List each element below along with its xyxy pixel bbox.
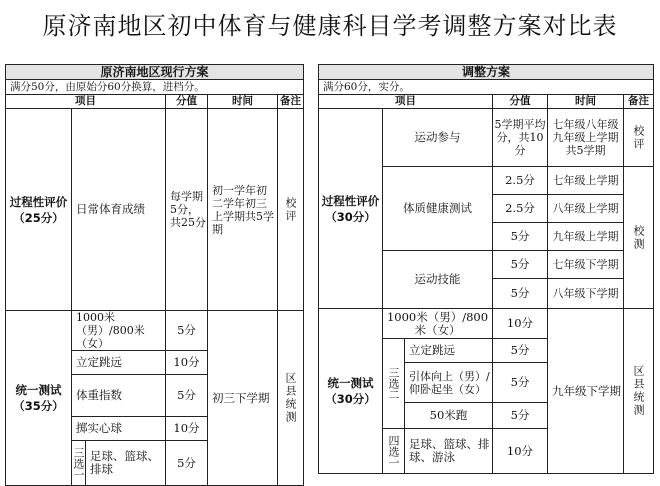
group-a-item-2: 引体向上（男）/仰卧起坐（女） (405, 363, 493, 403)
choice-group-score: 5分 (166, 441, 208, 486)
unified-time: 初三下学期 (208, 311, 278, 486)
fitness-time-3: 九年级上学期 (548, 223, 624, 251)
skills-time-1: 七年级下学期 (548, 251, 624, 279)
adjusted-plan-table (318, 64, 654, 474)
participation-time: 七年级八年级九年级上学期共5学期 (548, 109, 624, 167)
unified-remark: 区县统测 (278, 311, 304, 486)
unified-score-ball: 10分 (166, 417, 208, 441)
unified-category: 统一测试（35分） (6, 311, 72, 486)
process-category: 过程性评价（25分） (6, 109, 72, 311)
unified-item-ball: 掷实心球 (72, 417, 166, 441)
current-plan-info: 满分50分，由原始分60分换算，进档分。 (6, 80, 304, 95)
fitness-time-2: 八年级上学期 (548, 195, 624, 223)
skills-score-2: 5分 (493, 279, 548, 309)
unified-time: 九年级下学期 (548, 309, 624, 474)
unified-category: 统一测试（30分） (319, 309, 383, 474)
header-score: 分值 (493, 95, 548, 109)
group-a-score-3: 5分 (493, 403, 548, 429)
header-time: 时间 (208, 95, 278, 109)
skills-item: 运动技能 (383, 251, 493, 309)
group-a-score-2: 5分 (493, 363, 548, 403)
lower-remark: 校测 (624, 167, 654, 309)
current-plan-table (5, 64, 304, 486)
process-time: 初一学年初二学年初三上学期共5学期 (208, 109, 278, 311)
process-item: 日常体育成绩 (72, 109, 166, 311)
adjusted-plan-title: 调整方案 (319, 65, 654, 80)
header-remark: 备注 (624, 95, 654, 109)
unified-score-jump: 10分 (166, 351, 208, 375)
group-a-label: 三选二 (383, 339, 405, 429)
header-score: 分值 (166, 95, 208, 109)
group-a-item-1: 立定跳远 (405, 339, 493, 363)
group-b-label: 四选一 (383, 429, 405, 474)
choice-group-items: 足球、篮球、排球 (86, 441, 166, 486)
group-a-score-1: 5分 (493, 339, 548, 363)
process-category: 过程性评价（30分） (319, 109, 383, 309)
header-item: 项目 (6, 95, 166, 109)
current-plan-title: 原济南地区现行方案 (6, 65, 304, 80)
participation-remark: 校评 (624, 109, 654, 167)
process-score: 每学期5分，共25分 (166, 109, 208, 311)
skills-time-2: 八年级下学期 (548, 279, 624, 309)
unified-item-run: 1000米（男）/800米（女） (383, 309, 493, 339)
group-b-items: 足球、篮球、排球、游泳 (405, 429, 493, 474)
header-remark: 备注 (278, 95, 304, 109)
unified-item-bmi: 体重指数 (72, 375, 166, 417)
unified-score-run: 10分 (493, 309, 548, 339)
process-remark: 校评 (278, 109, 304, 311)
participation-item: 运动参与 (383, 109, 493, 167)
fitness-score-3: 5分 (493, 223, 548, 251)
choice-group-label: 三选一 (72, 441, 86, 486)
fitness-time-1: 七年级上学期 (548, 167, 624, 195)
fitness-item: 体质健康测试 (383, 167, 493, 251)
header-item: 项目 (319, 95, 493, 109)
page-title: 原济南地区初中体育与健康科目学考调整方案对比表 (42, 12, 618, 40)
unified-item-jump: 立定跳远 (72, 351, 166, 375)
unified-score-bmi: 5分 (166, 375, 208, 417)
fitness-score-1: 2.5分 (493, 167, 548, 195)
unified-item-run: 1000米（男）/800米（女） (72, 311, 166, 351)
unified-score-run: 5分 (166, 311, 208, 351)
group-a-item-3: 50米跑 (405, 403, 493, 429)
participation-score: 5学期平均分，共10分 (493, 109, 548, 167)
unified-remark: 区县统测 (624, 309, 654, 474)
group-b-score: 10分 (493, 429, 548, 474)
fitness-score-2: 2.5分 (493, 195, 548, 223)
skills-score-1: 5分 (493, 251, 548, 279)
adjusted-plan-info: 满分60分，实分。 (319, 80, 654, 95)
header-time: 时间 (548, 95, 624, 109)
